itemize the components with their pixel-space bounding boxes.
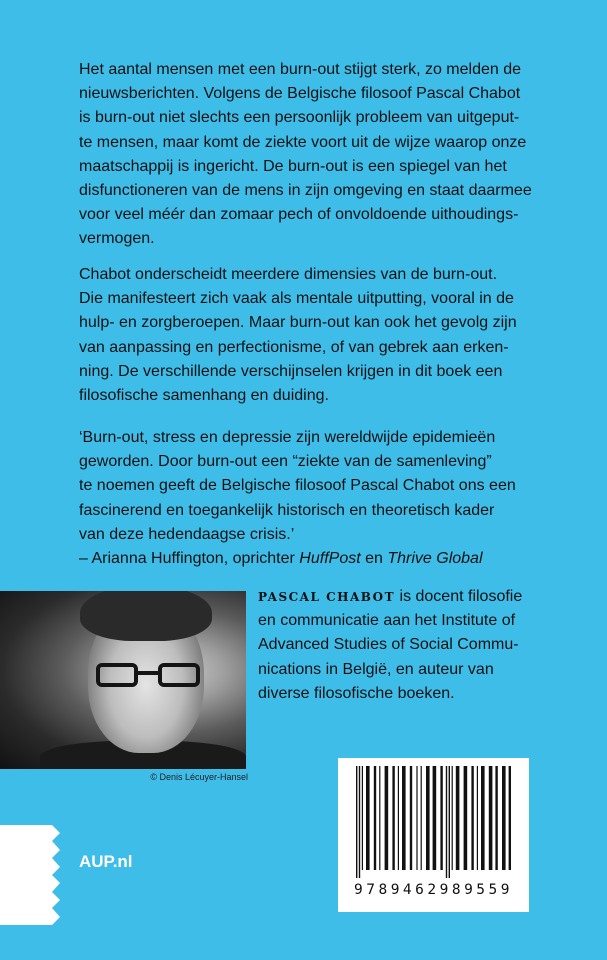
photo-hair xyxy=(80,591,212,641)
barcode-bar xyxy=(356,766,357,878)
text-line: disfunctioneren van de mens in zijn omgeving en staat daarmee xyxy=(79,182,532,200)
barcode-bar xyxy=(456,766,460,870)
barcode-bar xyxy=(379,766,380,870)
barcode-bar xyxy=(362,766,363,870)
text-line: van aanpassing en perfectionisme, of van gebrek aan erken- xyxy=(79,338,509,356)
barcode-bar xyxy=(374,766,376,870)
text-line: Chabot onderscheidt meerdere dimensies van de burn-out. xyxy=(79,266,498,283)
text-line: vermogen. xyxy=(79,230,155,248)
photo-glasses xyxy=(96,663,200,691)
bio-text: is docent filosofie xyxy=(395,588,523,605)
page-edge-zigzag xyxy=(0,825,60,925)
isbn-barcode xyxy=(338,758,529,912)
barcode-bar xyxy=(440,766,442,870)
attribution-thrive-global: Thrive Global xyxy=(387,550,483,568)
barcode-bar xyxy=(366,766,370,870)
quote-line: fascinerend en toegankelijk historisch en theoretisch kader xyxy=(79,501,495,519)
barcode-bar xyxy=(502,766,506,870)
barcode-bar xyxy=(452,766,453,870)
barcode-bar xyxy=(416,766,417,870)
barcode-bar xyxy=(398,766,399,870)
barcode-bar xyxy=(477,766,478,870)
author-name: PASCAL CHABOT xyxy=(258,590,396,604)
publisher-url[interactable]: AUP.nl xyxy=(79,852,133,871)
text-line: nieuwsberichten. Volgens de Belgische filosoof Pascal Chabot xyxy=(79,85,521,103)
barcode-bar xyxy=(464,766,468,870)
barcode-bar xyxy=(495,766,497,870)
text-line: voor veel méér dan zomaar pech of onvoldoende uithoudings- xyxy=(79,206,519,224)
barcode-bar xyxy=(359,766,360,878)
barcode-bars xyxy=(354,766,513,878)
description-paragraph-1 xyxy=(79,58,549,252)
text-line: ning. De verschillende verschijnselen krijgen in dit boek een xyxy=(79,362,503,380)
barcode-bar xyxy=(449,766,450,878)
glasses-lens-right xyxy=(158,663,200,687)
blurb-quote xyxy=(79,426,549,571)
text-line: is burn-out niet slechts een persoonlijk probleem van uitgeput- xyxy=(79,109,520,127)
barcode-bar xyxy=(426,766,430,870)
barcode-bar xyxy=(410,766,412,870)
barcode-bar xyxy=(402,766,406,870)
text-line: te mensen, maar komt de ziekte voort uit de wijze waarop onze xyxy=(79,133,527,151)
bio-first-line xyxy=(258,585,558,609)
bio-line: diverse filosofische boeken. xyxy=(258,684,455,702)
isbn-number: 9789462989559 xyxy=(354,882,513,898)
barcode-bar xyxy=(481,766,485,870)
barcode-bar xyxy=(509,766,511,870)
quote-line: van deze hedendaagse crisis.’ xyxy=(79,525,295,543)
text-line: hulp- en zorgberoepen. Maar burn-out kan ook het gevolg zijn xyxy=(79,314,517,332)
bio-line: en communicatie aan het Institute of xyxy=(258,612,516,630)
text-line: filosofische samenhang en duiding. xyxy=(79,387,329,405)
quote-line: geworden. Door burn-out een “ziekte van de samenleving” xyxy=(79,453,492,471)
barcode-bar xyxy=(385,766,389,870)
barcode-bar xyxy=(471,766,473,870)
glasses-lens-left xyxy=(96,663,138,687)
text-line: maatschappij is ingericht. De burn-out is een spiegel van het xyxy=(79,157,507,175)
bio-line: Advanced Studies of Social Commu- xyxy=(258,636,519,654)
barcode-bar xyxy=(421,766,422,870)
barcode-bar xyxy=(489,766,493,870)
photo-credit: © Denis Lécuyer-Hansel xyxy=(150,772,248,782)
text-line: Het aantal mensen met een burn-out stijgt sterk, zo melden de xyxy=(79,61,522,78)
attribution-conjunction: en xyxy=(360,550,388,568)
bio-line: nications in België, en auteur van xyxy=(258,660,494,678)
description-paragraph-2 xyxy=(79,263,549,408)
text-line: Die manifesteert zich vaak als mentale uitputting, vooral in de xyxy=(79,290,514,308)
attribution-huffpost: HuffPost xyxy=(299,550,361,568)
author-bio xyxy=(258,585,558,706)
barcode-bar xyxy=(433,766,437,870)
glasses-bridge xyxy=(138,671,158,675)
quote-line: te noemen geeft de Belgische filosoof Pascal Chabot ons een xyxy=(79,477,516,495)
barcode-bar xyxy=(392,766,394,870)
attribution-text: – Arianna Huffington, oprichter xyxy=(79,550,300,568)
quote-line: ‘Burn-out, stress en depressie zijn wereldwijde epidemieën xyxy=(79,429,496,446)
author-photo xyxy=(0,591,246,769)
barcode-bar xyxy=(446,766,447,878)
quote-attribution xyxy=(79,547,549,571)
